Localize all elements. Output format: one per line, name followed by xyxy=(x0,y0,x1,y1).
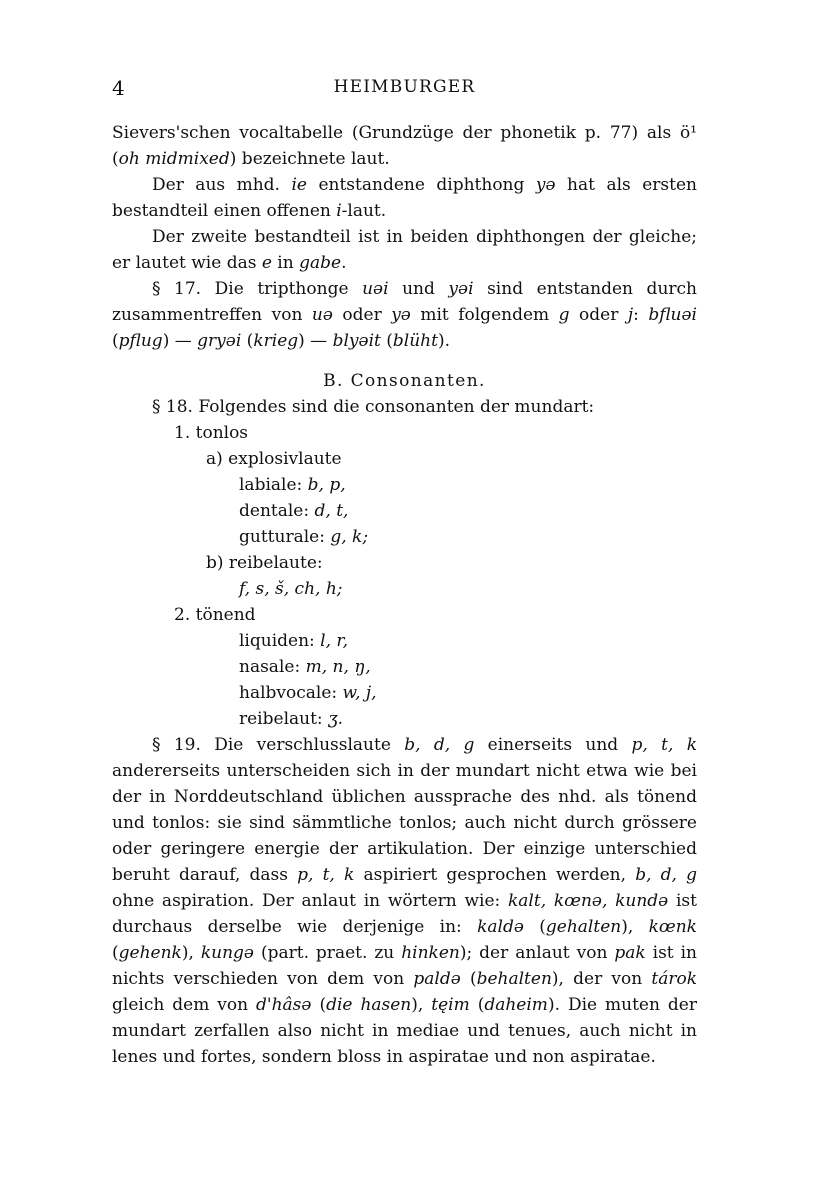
text: sind entstanden durch zusammentreffen von xyxy=(112,279,697,325)
list-item-reibelaut xyxy=(112,706,697,732)
term: daheim xyxy=(484,995,548,1015)
paragraph-section-19 xyxy=(112,732,697,1070)
section-heading: B. Consonanten. xyxy=(323,371,486,391)
term: ie xyxy=(291,175,307,195)
term: d, t, xyxy=(314,501,349,521)
label: dentale: xyxy=(239,501,315,521)
term: j xyxy=(627,305,634,325)
text: oder xyxy=(332,305,392,325)
text: ), der von xyxy=(551,969,652,989)
list-item-tonlos: 1. tonlos xyxy=(174,423,249,443)
body-text xyxy=(112,120,697,1070)
paren: ( xyxy=(112,149,119,169)
list-item-labiale xyxy=(112,472,697,498)
text: -laut. xyxy=(341,201,387,221)
consonant-list xyxy=(112,420,697,732)
term: kalt, kœnə, kundə xyxy=(507,891,669,911)
term: b, p, xyxy=(307,475,346,495)
text: ( xyxy=(469,995,485,1015)
term: kœnk xyxy=(648,917,697,937)
label: reibelaut: xyxy=(239,709,329,729)
list-item-explosivlaute: a) explosivlaute xyxy=(206,449,342,469)
text: ( xyxy=(380,331,393,351)
label: liquiden: xyxy=(239,631,321,651)
text: ( xyxy=(311,995,327,1015)
term: yəi xyxy=(448,279,474,299)
list-item-dentale xyxy=(112,498,697,524)
label: nasale: xyxy=(239,657,306,677)
term: kungə xyxy=(200,943,254,963)
term: b, d, g xyxy=(404,735,475,755)
term: uəi xyxy=(362,279,389,299)
term: ʒ. xyxy=(328,709,344,729)
text: ); der anlaut von xyxy=(459,943,615,963)
text: Der zweite bestandteil ist in beiden diphthongen der gleiche; er lautet wie das xyxy=(112,227,697,273)
paragraph-3 xyxy=(112,224,697,276)
text: ( xyxy=(112,943,119,963)
text: entstandene diphthong xyxy=(306,175,536,195)
paragraph-section-17 xyxy=(112,276,697,354)
text: mit folgendem xyxy=(410,305,559,325)
text: ( xyxy=(523,917,546,937)
term: tárok xyxy=(651,969,697,989)
term: gehenk xyxy=(118,943,182,963)
text: ), xyxy=(411,995,432,1015)
list-item-reibelaute: b) reibelaute: xyxy=(206,553,323,573)
term: uə xyxy=(311,305,333,325)
term: g, k; xyxy=(330,527,369,547)
term: m, n, ŋ, xyxy=(305,657,371,677)
text: . xyxy=(341,253,347,273)
text: Der aus mhd. xyxy=(152,175,292,195)
running-title: HEIMBURGER xyxy=(333,77,476,97)
term: l, r, xyxy=(320,631,349,651)
list-item-halbvocale xyxy=(112,680,697,706)
text: aspiriert gesprochen werden, xyxy=(354,865,636,885)
term: gryəi xyxy=(197,331,242,351)
text: § 17. Die tripthonge xyxy=(152,279,363,299)
term: blüht xyxy=(392,331,438,351)
text: ( xyxy=(112,331,119,351)
text: oder xyxy=(569,305,628,325)
list-item-gutturale xyxy=(112,524,697,550)
text: § 19. Die verschlusslaute xyxy=(152,735,405,755)
text: ), xyxy=(181,943,201,963)
text: ). Die muten der mundart zerfallen also nicht in mediae und tenues, auch nicht in lenes und fortes, sondern bloss in aspiratae und non aspiratae. xyxy=(112,995,697,1067)
list-item-reibelaute-values: f, s, š, ch, h; xyxy=(239,579,343,599)
text: ( xyxy=(241,331,254,351)
text: ohne aspiration. Der anlaut in wörtern wie: xyxy=(112,891,508,911)
list-item-toenend: 2. tönend xyxy=(174,605,256,625)
term: yə xyxy=(391,305,411,325)
paren: ) xyxy=(229,149,237,169)
term: blyəit xyxy=(332,331,381,351)
paragraph-section-18: § 18. Folgendes sind die consonanten der mundart: xyxy=(152,397,595,417)
term: hinken xyxy=(401,943,460,963)
term: yə xyxy=(535,175,556,195)
label: gutturale: xyxy=(239,527,331,547)
term: w, j, xyxy=(342,683,377,703)
term: die hasen xyxy=(326,995,412,1015)
paragraph-1-line-2: bezeichnete laut. xyxy=(236,149,390,169)
page-number: 4 xyxy=(112,76,125,100)
term: gabe xyxy=(299,253,342,273)
term: krieg xyxy=(253,331,299,351)
term: kaldə xyxy=(477,917,524,937)
text: andererseits unterscheiden sich in der mundart nicht etwa wie bei der in Norddeutschland üblichen aussprache des nhd. als tönend und tonlos: sie sind sämmtliche tonlos; auch nicht durch grössere oder geringere energie der artikulation. Der einzige unterschied beruht darauf, dass xyxy=(112,761,697,885)
text: in xyxy=(271,253,300,273)
page xyxy=(112,0,697,1191)
term: bfluəi xyxy=(648,305,697,325)
term: g xyxy=(558,305,570,325)
text: : xyxy=(633,305,649,325)
term: pflug xyxy=(118,331,163,351)
text: ), xyxy=(621,917,649,937)
text: gleich dem von xyxy=(112,995,257,1015)
term-oh-midmixed: oh midmixed xyxy=(118,149,230,169)
term: p, t, k xyxy=(297,865,355,885)
term: e xyxy=(261,253,272,273)
list-item-liquiden xyxy=(112,628,697,654)
text: hat als ersten bestandteil einen offenen xyxy=(112,175,697,221)
term: p, t, k xyxy=(631,735,698,755)
term: behalten xyxy=(476,969,552,989)
term: d'hâsə xyxy=(256,995,312,1015)
text: und xyxy=(388,279,449,299)
term: b, d, g xyxy=(635,865,697,885)
text: ist durchaus derselbe wie derjenige in: xyxy=(112,891,697,937)
text: ) — xyxy=(162,331,198,351)
page-header xyxy=(112,76,697,102)
text: ) — xyxy=(298,331,333,351)
paragraph-2 xyxy=(112,172,697,224)
term: tęim xyxy=(431,995,470,1015)
vowel-symbol: ö¹ xyxy=(679,123,697,143)
list-item-nasale xyxy=(112,654,697,680)
text: einerseits und xyxy=(474,735,632,755)
label: halbvocale: xyxy=(239,683,343,703)
term: i xyxy=(336,201,342,221)
term: paldə xyxy=(413,969,461,989)
text: ist in nichts verschieden von dem von xyxy=(112,943,697,989)
text: (part. praet. zu xyxy=(254,943,402,963)
paragraph-1 xyxy=(112,120,697,172)
label: labiale: xyxy=(239,475,308,495)
text: ). xyxy=(437,331,451,351)
text: ( xyxy=(460,969,477,989)
paragraph-1-line-1: Sievers'schen vocaltabelle (Grundzüge der phonetik p. 77) als xyxy=(112,123,672,143)
term: pak xyxy=(614,943,646,963)
term: gehalten xyxy=(545,917,622,937)
